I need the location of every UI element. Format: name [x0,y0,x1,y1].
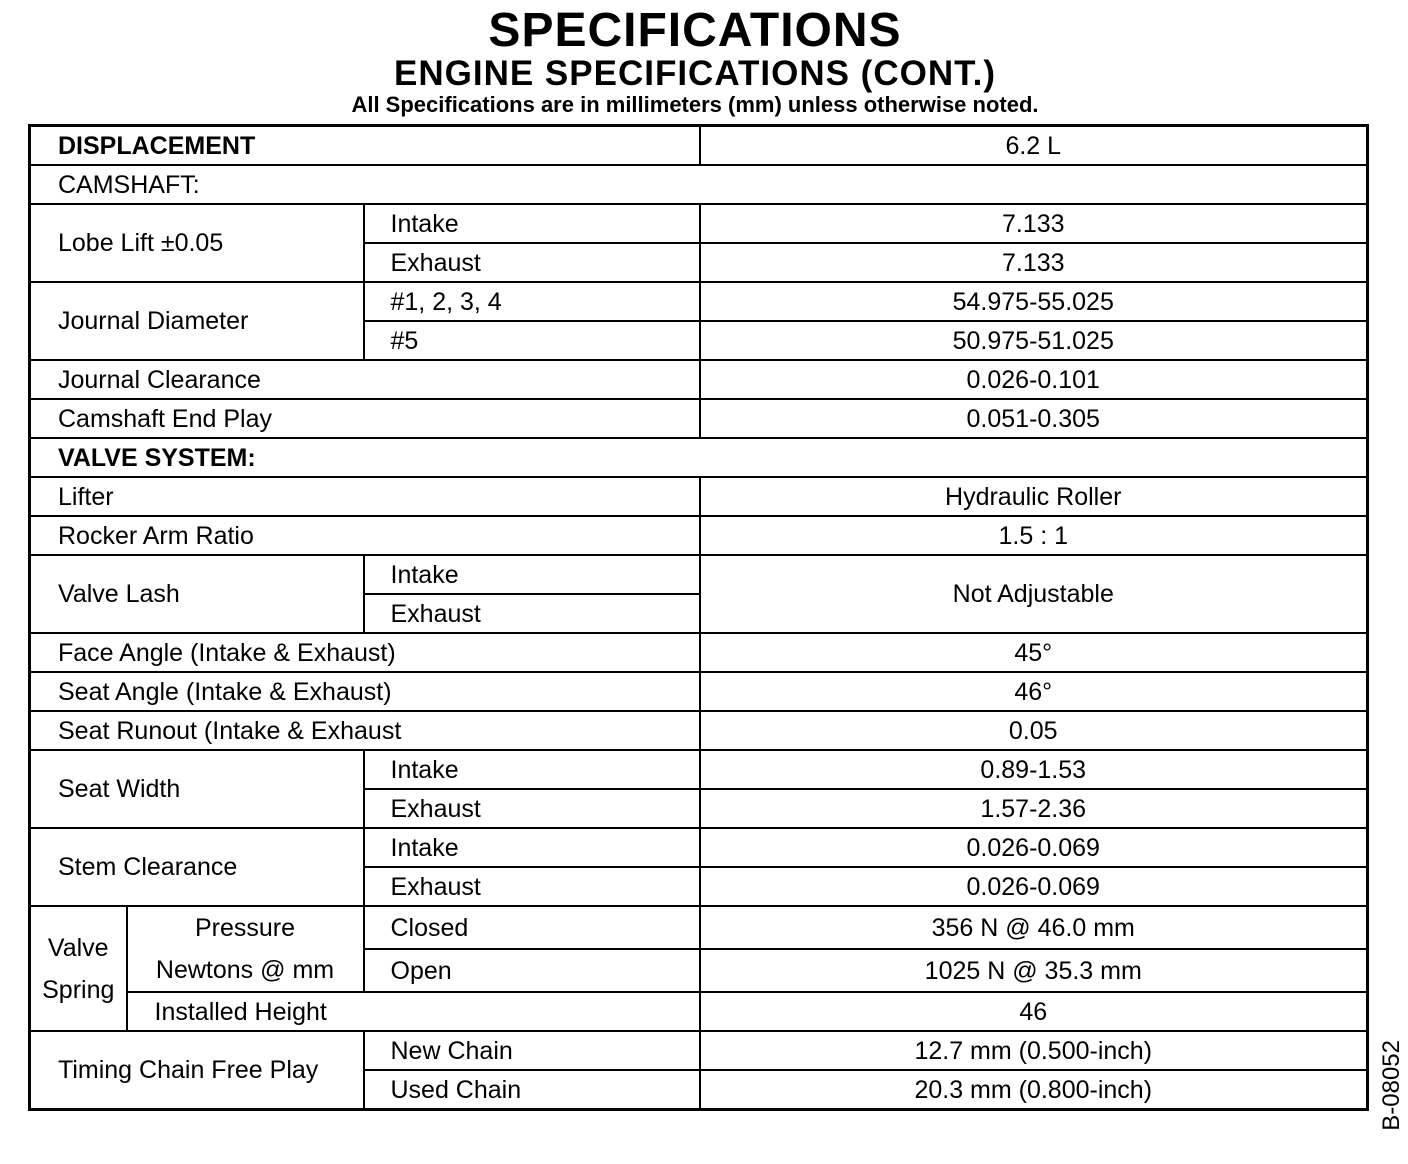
valve-system-heading: VALVE SYSTEM: [30,438,1368,477]
stem-clearance-exhaust-label: Exhaust [364,867,700,906]
displacement-value: 6.2 L [700,126,1368,166]
journal-clearance-label: Journal Clearance [30,360,700,399]
table-row [30,828,1368,867]
camshaft-heading: CAMSHAFT: [30,165,1368,204]
valve-lash-label: Valve Lash [30,555,364,633]
table-row [30,438,1368,477]
face-angle-value: 45° [700,633,1368,672]
table-row [30,672,1368,711]
journal-clearance-value: 0.026-0.101 [700,360,1368,399]
installed-height-value: 46 [700,992,1368,1031]
table-row [30,633,1368,672]
end-play-value: 0.051-0.305 [700,399,1368,438]
page-subtitle: ENGINE SPECIFICATIONS (CONT.) [394,54,996,93]
valve-spring-label [30,906,127,1031]
table-row [30,165,1368,204]
table-row [30,992,1368,1031]
seat-width-exhaust-value: 1.57-2.36 [700,789,1368,828]
spring-pressure-line2: Newtons @ mm [155,956,335,984]
table-row [30,204,1368,243]
engine-spec-table [28,124,1369,1111]
valve-spring-label-line1: Valve [47,933,109,962]
seat-width-exhaust-label: Exhaust [364,789,700,828]
used-chain-label: Used Chain [364,1070,700,1110]
table-row [30,555,1368,594]
seat-width-intake-value: 0.89-1.53 [700,750,1368,789]
spring-open-label: Open [364,949,700,992]
table-row [30,399,1368,438]
displacement-label: DISPLACEMENT [30,126,700,166]
stem-clearance-intake-value: 0.026-0.069 [700,828,1368,867]
seat-angle-label: Seat Angle (Intake & Exhaust) [30,672,700,711]
valve-spring-label-line2: Spring [42,975,115,1004]
spring-pressure-line1: Pressure [194,914,296,942]
table-row [30,282,1368,321]
journal-5-label: #5 [364,321,700,360]
rocker-ratio-label: Rocker Arm Ratio [30,516,700,555]
lobe-lift-intake-value: 7.133 [700,204,1368,243]
table-row [30,516,1368,555]
journal-5-value: 50.975-51.025 [700,321,1368,360]
seat-runout-value: 0.05 [700,711,1368,750]
valve-lash-exhaust-label: Exhaust [364,594,700,633]
table-row [30,477,1368,516]
seat-width-label: Seat Width [30,750,364,828]
lobe-lift-label: Lobe Lift ±0.05 [30,204,364,282]
table-row [30,711,1368,750]
end-play-label: Camshaft End Play [30,399,700,438]
seat-runout-label: Seat Runout (Intake & Exhaust [30,711,700,750]
units-note: All Specifications are in millimeters (mm) unless otherwise noted. [351,92,1039,117]
installed-height-label: Installed Height [127,992,700,1031]
table-row [30,906,1368,949]
lobe-lift-intake-label: Intake [364,204,700,243]
timing-chain-label: Timing Chain Free Play [30,1031,364,1110]
spring-closed-label: Closed [364,906,700,949]
journal-diameter-label: Journal Diameter [30,282,364,360]
stem-clearance-exhaust-value: 0.026-0.069 [700,867,1368,906]
spring-open-value: 1025 N @ 35.3 mm [700,949,1368,992]
lobe-lift-exhaust-value: 7.133 [700,243,1368,282]
used-chain-value: 20.3 mm (0.800-inch) [700,1070,1368,1110]
face-angle-label: Face Angle (Intake & Exhaust) [30,633,700,672]
new-chain-value: 12.7 mm (0.500-inch) [700,1031,1368,1070]
page-title: SPECIFICATIONS [488,4,902,57]
stem-clearance-label: Stem Clearance [30,828,364,906]
table-row [30,126,1368,166]
rocker-ratio-value: 1.5 : 1 [700,516,1368,555]
lifter-label: Lifter [30,477,700,516]
lifter-value: Hydraulic Roller [700,477,1368,516]
journal-1-4-label: #1, 2, 3, 4 [364,282,700,321]
valve-lash-intake-label: Intake [364,555,700,594]
valve-lash-value: Not Adjustable [700,555,1368,633]
table-row [30,1031,1368,1070]
new-chain-label: New Chain [364,1031,700,1070]
seat-width-intake-label: Intake [364,750,700,789]
stem-clearance-intake-label: Intake [364,828,700,867]
spring-pressure-label [127,906,364,992]
seat-angle-value: 46° [700,672,1368,711]
journal-1-4-value: 54.975-55.025 [700,282,1368,321]
lobe-lift-exhaust-label: Exhaust [364,243,700,282]
figure-id: B-08052 [1378,1040,1405,1131]
table-row [30,750,1368,789]
spring-closed-value: 356 N @ 46.0 mm [700,906,1368,949]
table-row [30,360,1368,399]
